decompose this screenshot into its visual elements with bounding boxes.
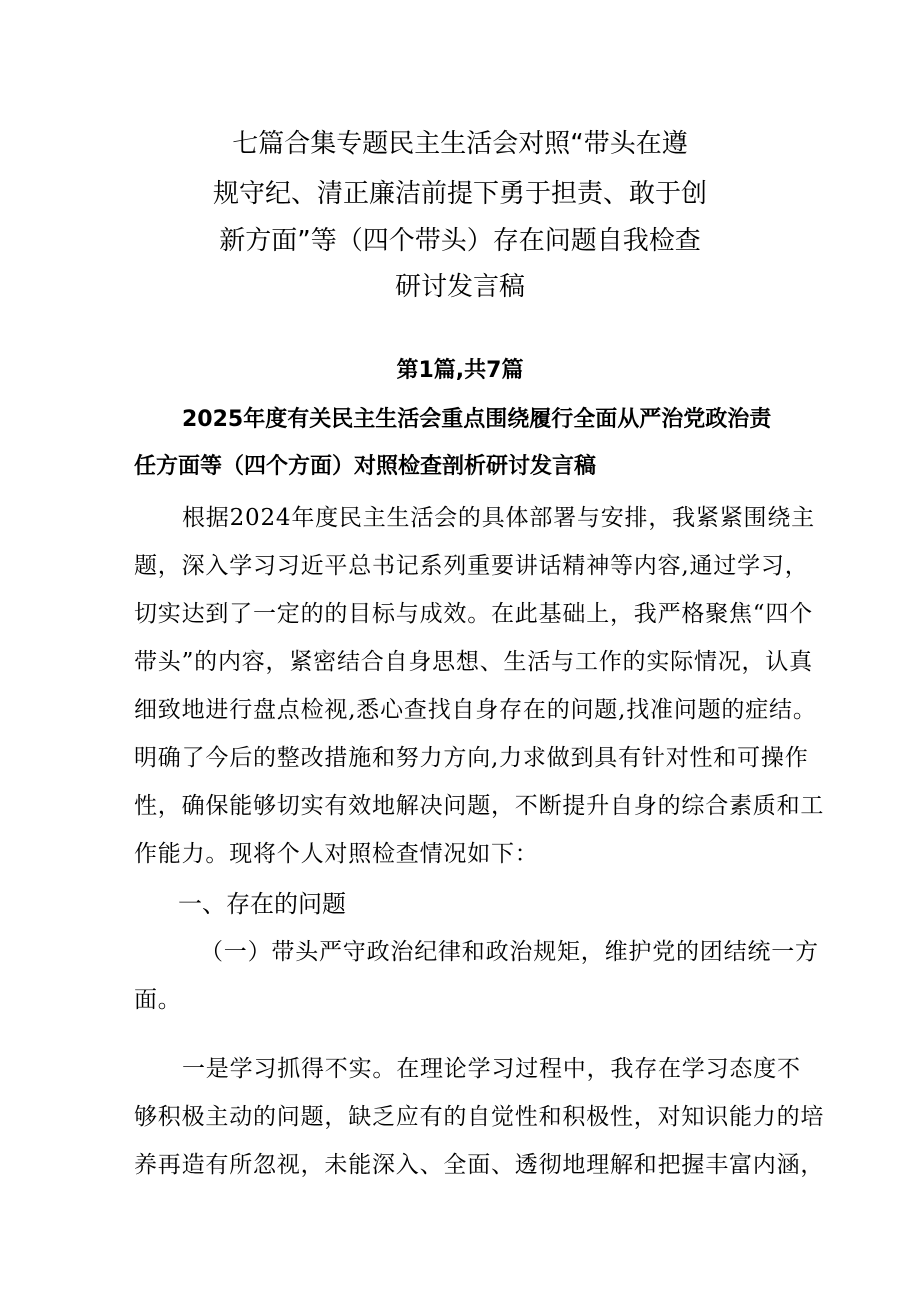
intro-paragraph-line: 明确了今后的整改措施和努力方向,力求做到具有针对性和可操作 bbox=[134, 745, 809, 771]
document-title-line-3: 新方面”等（四个带头）存在问题自我检查 bbox=[219, 226, 701, 256]
point-paragraph-line: 够积极主动的问题，缺乏应有的自觉性和积极性，对知识能力的培 bbox=[134, 1104, 825, 1130]
subsection-heading-line: （一）带头严守政治纪律和政治规矩，维护党的团结统一方 bbox=[200, 939, 819, 965]
intro-paragraph-line: 性，确保能够切实有效地解决问题，不断提升自身的综合素质和工 bbox=[134, 793, 825, 819]
point-paragraph-line: 养再造有所忽视，未能深入、全面、透彻地理解和把握丰富内涵， bbox=[134, 1152, 825, 1178]
document-title-line-4: 研讨发言稿 bbox=[394, 272, 525, 302]
article-subtitle-line-2: 任方面等（四个方面）对照检查剖析研讨发言稿 bbox=[134, 454, 597, 479]
part-counter: 第1篇,共7篇 bbox=[396, 358, 524, 383]
document-title-line-1: 七篇合集专题民主生活会对照“带头在遵 bbox=[232, 129, 688, 159]
intro-paragraph-line: 题，深入学习习近平总书记系列重要讲话精神等内容,通过学习， bbox=[134, 553, 809, 579]
point-paragraph-line: 一是学习抓得不实。在理论学习过程中，我存在学习态度不 bbox=[182, 1056, 801, 1082]
article-subtitle-line-1: 2025年度有关民主生活会重点围绕履行全面从严治党政治责 bbox=[182, 407, 772, 432]
subsection-heading-line: 面。 bbox=[134, 987, 182, 1013]
intro-paragraph-line: 根据2024年度民主生活会的具体部署与安排，我紧紧围绕主 bbox=[182, 505, 815, 531]
intro-paragraph-line: 带头”的内容，紧密结合自身思想、生活与工作的实际情况，认真 bbox=[134, 649, 813, 675]
section-heading: 一、存在的问题 bbox=[178, 890, 346, 918]
document-title-line-2: 规守纪、清正廉洁前提下勇于担责、敢于创 bbox=[212, 179, 707, 209]
intro-paragraph-line: 细致地进行盘点检视,悉心查找自身存在的问题,找准问题的症结。 bbox=[134, 697, 817, 723]
intro-paragraph-line: 切实达到了一定的的目标与成效。在此基础上，我严格聚焦“四个 bbox=[134, 601, 813, 627]
intro-paragraph-line: 作能力。现将个人对照检查情况如下： bbox=[134, 841, 539, 867]
